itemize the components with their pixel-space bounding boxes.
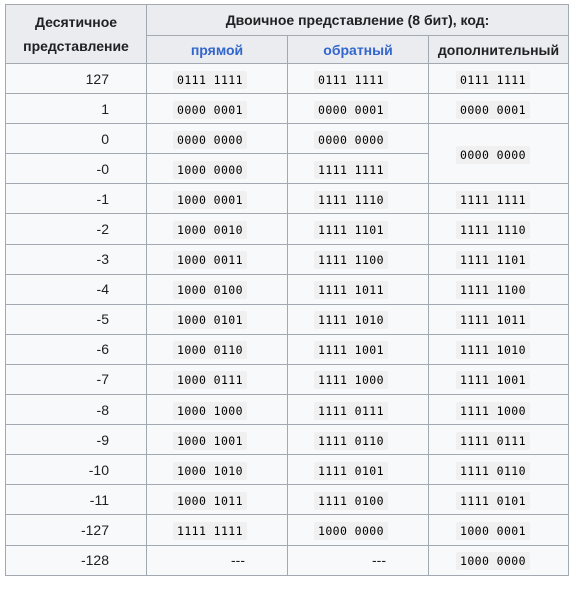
binary-code: 1111 0111 [456,432,530,450]
decimal-value: -5 [96,311,109,328]
cell-inverse [288,425,429,455]
table-row [6,364,569,394]
cell-twos [429,395,569,425]
cell-inverse [288,94,429,124]
binary-code: 1000 1011 [173,492,247,510]
cell-inverse [288,304,429,334]
cell-dec [6,154,147,184]
cell-twos [429,124,569,184]
table-row [6,124,569,154]
cell-twos [429,274,569,304]
header-binary: Двоичное представление (8 бит), код: [147,5,569,36]
cell-twos [429,94,569,124]
binary-code: 1111 1011 [456,311,530,329]
header-twos-complement: дополнительный [429,36,569,64]
cell-inverse [288,395,429,425]
cell-dec [6,274,147,304]
decimal-value: -7 [96,371,109,388]
cell-direct [147,364,288,394]
table-row [6,334,569,364]
cell-twos [429,334,569,364]
table-row [6,425,569,455]
table-row [6,395,569,425]
binary-code: 1111 0110 [314,432,388,450]
cell-dec [6,64,147,94]
cell-direct [147,304,288,334]
binary-representation-table [5,4,569,576]
cell-twos [429,425,569,455]
cell-dec [6,334,147,364]
cell-dec [6,485,147,515]
binary-code: 1111 1111 [173,522,247,540]
binary-code: 1000 0001 [456,522,530,540]
binary-code: 1111 1011 [314,281,388,299]
table-row [6,64,569,94]
cell-direct [147,485,288,515]
binary-code: 1111 0100 [314,492,388,510]
binary-code: 0111 1111 [456,71,530,89]
cell-twos [429,485,569,515]
cell-dec [6,304,147,334]
header-inverse-code[interactable]: обратный [288,36,429,64]
binary-code: 1111 1001 [314,341,388,359]
binary-code: 1111 0101 [314,462,388,480]
cell-dec [6,214,147,244]
cell-inverse [288,334,429,364]
binary-code: 1111 1010 [314,311,388,329]
table-row [6,304,569,334]
cell-direct [147,274,288,304]
binary-code: 1000 0000 [173,161,247,179]
cell-dec [6,515,147,545]
table-row [6,545,569,575]
cell-inverse [288,274,429,304]
binary-code: 0000 0001 [314,101,388,119]
cell-dec [6,545,147,575]
cell-direct [147,244,288,274]
cell-direct [147,64,288,94]
cell-direct [147,184,288,214]
decimal-value: -10 [88,461,109,478]
decimal-value: -6 [96,341,109,358]
table-body [6,64,569,576]
binary-code: 1000 1010 [173,462,247,480]
binary-code: 0000 0000 [173,131,247,149]
cell-inverse [288,485,429,515]
cell-twos [429,64,569,94]
table-row [6,515,569,545]
binary-code: 1111 1111 [456,191,530,209]
not-applicable: --- [372,552,386,569]
decimal-value: 1 [101,100,109,117]
decimal-value: -3 [96,251,109,268]
binary-code: 1000 0000 [314,522,388,540]
cell-direct [147,545,288,575]
cell-inverse [288,154,429,184]
binary-code: 1000 0111 [173,371,247,389]
decimal-value: -0 [96,160,109,177]
decimal-value: -128 [80,552,109,569]
table-row [6,214,569,244]
binary-code: 1000 1000 [173,402,247,420]
binary-code: 0000 0001 [456,101,530,119]
cell-inverse [288,184,429,214]
binary-code: 0000 0001 [173,101,247,119]
cell-dec [6,395,147,425]
binary-code: 1111 1000 [314,371,388,389]
binary-code: 1000 0001 [173,191,247,209]
binary-code: 1111 1110 [314,191,388,209]
binary-code: 1111 1001 [456,371,530,389]
cell-dec [6,244,147,274]
decimal-value: -4 [96,281,109,298]
decimal-value: -11 [89,491,109,508]
table-row [6,184,569,214]
cell-direct [147,124,288,154]
binary-code: 1111 1000 [456,402,530,420]
decimal-value: 127 [85,70,109,87]
binary-code: 1111 0101 [456,492,530,510]
cell-twos [429,184,569,214]
cell-dec [6,425,147,455]
header-decimal: Десятичное представление [6,5,147,64]
cell-twos [429,455,569,485]
binary-code: 0000 0000 [314,131,388,149]
cell-dec [6,94,147,124]
cell-twos [429,515,569,545]
cell-inverse [288,64,429,94]
cell-dec [6,184,147,214]
decimal-value: -127 [80,521,109,538]
cell-twos [429,545,569,575]
decimal-value: -2 [96,221,109,238]
cell-inverse [288,124,429,154]
header-direct-code[interactable]: прямой [147,36,288,64]
binary-code: 1000 0100 [173,281,247,299]
cell-inverse [288,455,429,485]
cell-direct [147,515,288,545]
cell-twos [429,214,569,244]
binary-code: 0000 0000 [456,146,530,164]
binary-code: 1000 0010 [173,221,247,239]
binary-code: 1000 0110 [173,341,247,359]
binary-code: 1111 0110 [456,462,530,480]
table-row [6,485,569,515]
cell-twos [429,364,569,394]
decimal-value: -9 [96,431,109,448]
table-row [6,94,569,124]
decimal-value: 0 [101,130,109,147]
cell-direct [147,425,288,455]
binary-code: 1111 1111 [314,161,388,179]
decimal-value: -1 [96,190,109,207]
binary-code: 1111 1010 [456,341,530,359]
binary-code: 0111 1111 [314,71,388,89]
cell-direct [147,214,288,244]
table-row [6,274,569,304]
binary-code: 1111 1101 [456,251,530,269]
decimal-value: -8 [96,401,109,418]
binary-code: 1111 1110 [456,221,530,239]
table-row [6,244,569,274]
not-applicable: --- [231,552,245,569]
cell-inverse [288,364,429,394]
binary-code: 1000 0101 [173,311,247,329]
cell-twos [429,304,569,334]
cell-twos [429,244,569,274]
cell-direct [147,154,288,184]
cell-direct [147,395,288,425]
binary-code: 1111 0111 [314,402,388,420]
binary-code: 1111 1100 [456,281,530,299]
cell-dec [6,364,147,394]
cell-direct [147,334,288,364]
cell-inverse [288,515,429,545]
binary-code: 1000 1001 [173,432,247,450]
cell-inverse [288,214,429,244]
binary-code: 1000 0000 [456,552,530,570]
binary-code: 1111 1101 [314,221,388,239]
cell-inverse [288,545,429,575]
binary-code: 1000 0011 [173,251,247,269]
cell-inverse [288,244,429,274]
cell-dec [6,455,147,485]
cell-direct [147,94,288,124]
cell-dec [6,124,147,154]
binary-code: 0111 1111 [173,71,247,89]
binary-code: 1111 1100 [314,251,388,269]
cell-direct [147,455,288,485]
table-row [6,455,569,485]
